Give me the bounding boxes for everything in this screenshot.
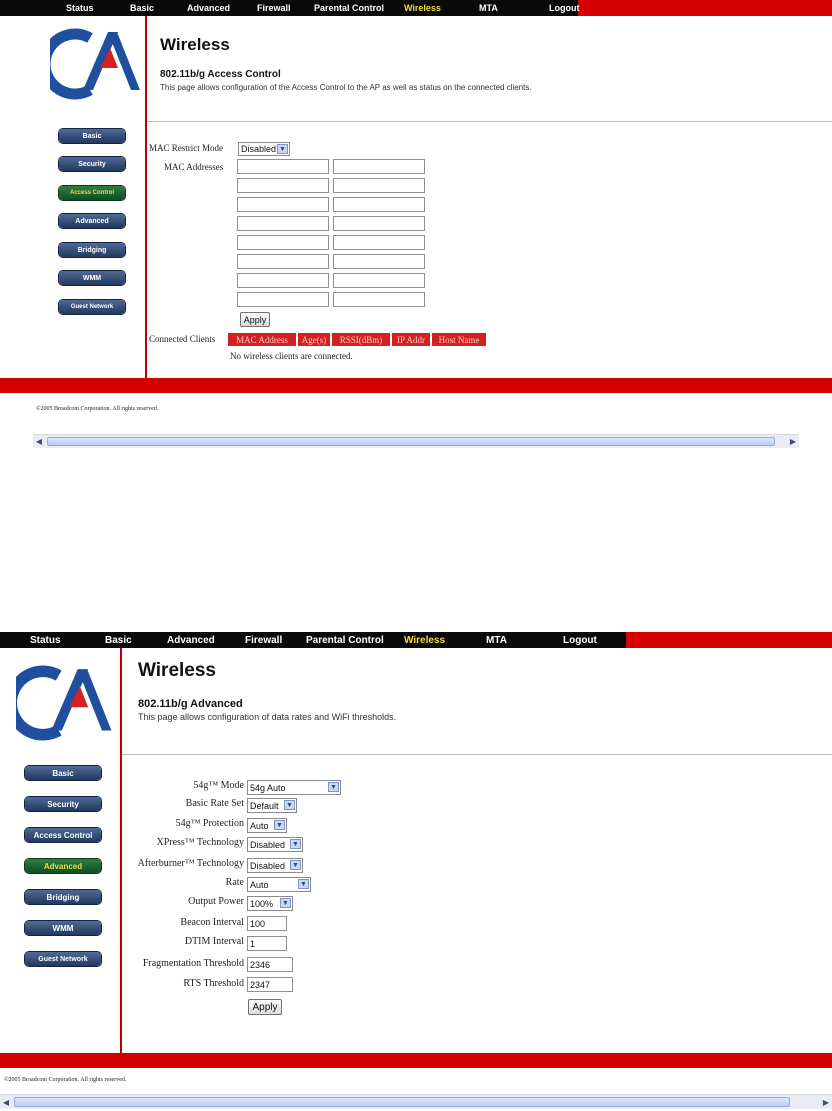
mac-address-field[interactable] — [333, 178, 425, 193]
sidebar-item-wmm[interactable]: WMM — [25, 921, 101, 935]
page-title: Wireless — [160, 35, 230, 54]
sidebar-item-security[interactable]: Security — [25, 797, 101, 811]
horizontal-scrollbar[interactable] — [0, 1094, 832, 1109]
clients-header-mac-address: MAC Address — [228, 333, 296, 346]
sidebar-item-access-control[interactable]: Access Control — [59, 186, 125, 200]
sidebar-item-advanced[interactable]: Advanced — [59, 214, 125, 228]
horizontal-scrollbar[interactable] — [33, 434, 799, 448]
nav-firewall[interactable]: Firewall — [245, 634, 283, 646]
mac-address-field[interactable] — [237, 197, 329, 212]
mac-address-field[interactable] — [237, 254, 329, 269]
nav-mta[interactable]: MTA — [479, 3, 498, 13]
scroll-right-arrow-icon[interactable]: ▶ — [822, 1097, 830, 1107]
apply-button[interactable]: Apply — [240, 312, 270, 327]
mac-restrict-label: MAC Restrict Mode — [149, 143, 223, 153]
basic-rate-value: Default — [250, 800, 279, 811]
sidebar-item-advanced[interactable]: Advanced — [25, 859, 101, 873]
protection-select[interactable] — [247, 818, 287, 833]
mac-address-field[interactable] — [333, 273, 425, 288]
sidebar-item-bridging[interactable]: Bridging — [25, 890, 101, 904]
dropdown-arrow-icon: ▼ — [277, 144, 288, 154]
mac-address-field[interactable] — [237, 178, 329, 193]
frag-label: Fragmentation Threshold — [142, 958, 244, 969]
nav-parental-control[interactable]: Parental Control — [306, 634, 384, 646]
top-nav — [0, 632, 832, 648]
scroll-left-arrow-icon[interactable]: ◀ — [2, 1097, 10, 1107]
page-subtitle: 802.11b/g Advanced — [138, 698, 243, 710]
mac-address-field[interactable] — [333, 292, 425, 307]
copyright: ©2005 Broadcom Corporation. All rights reserved. — [4, 1077, 127, 1083]
nav-advanced[interactable]: Advanced — [167, 634, 215, 646]
mac-restrict-select[interactable] — [238, 142, 290, 156]
top-nav — [0, 0, 832, 16]
nav-advanced[interactable]: Advanced — [187, 3, 231, 13]
nav-wireless[interactable]: Wireless — [404, 634, 446, 646]
sidebar-item-bridging[interactable]: Bridging — [59, 243, 125, 257]
nav-mta[interactable]: MTA — [486, 634, 507, 646]
page-title: Wireless — [138, 660, 216, 681]
frag-input[interactable]: 2346 — [247, 957, 293, 972]
nav-logout[interactable]: Logout — [563, 634, 597, 646]
xpress-value: Disabled — [250, 839, 286, 850]
scroll-left-arrow-icon[interactable]: ◀ — [35, 437, 43, 446]
dropdown-arrow-icon: ▼ — [284, 800, 295, 810]
mode-value: 54g Auto — [250, 782, 286, 793]
page-description: This page allows configuration of data rates and WiFi thresholds. — [138, 712, 397, 722]
clients-header-rssi: RSSI(dBm) — [332, 333, 390, 346]
mac-address-field[interactable] — [237, 159, 329, 174]
connected-clients-label: Connected Clients — [149, 334, 216, 344]
clients-header-ip-addr: IP Addr — [392, 333, 430, 346]
sidebar-item-access-control[interactable]: Access Control — [25, 828, 101, 842]
clients-header-age: Age(s) — [298, 333, 330, 346]
scroll-right-arrow-icon[interactable]: ▶ — [789, 437, 797, 446]
dropdown-arrow-icon: ▼ — [290, 839, 301, 849]
nav-status[interactable]: Status — [30, 634, 61, 646]
cnv-logo — [50, 28, 142, 100]
mac-address-field[interactable] — [333, 159, 425, 174]
nav-basic[interactable]: Basic — [130, 3, 155, 13]
xpress-label: XPress™ Technology — [156, 837, 244, 848]
rate-label: Rate — [225, 877, 244, 888]
no-clients-message: No wireless clients are connected. — [230, 351, 353, 361]
basic-rate-label: Basic Rate Set — [185, 798, 244, 809]
afterburner-select[interactable] — [247, 858, 303, 873]
clients-header-host-name: Host Name — [432, 333, 486, 346]
sidebar-item-guest-network[interactable]: Guest Network — [25, 952, 101, 966]
mac-address-field[interactable] — [333, 197, 425, 212]
mode-select[interactable] — [247, 780, 341, 795]
dtim-label: DTIM Interval — [184, 936, 244, 947]
cnv-logo — [16, 665, 114, 741]
sidebar-item-basic[interactable]: Basic — [25, 766, 101, 780]
beacon-label: Beacon Interval — [180, 917, 244, 928]
access-control-screenshot — [0, 0, 832, 460]
scrollbar-thumb[interactable] — [47, 437, 775, 446]
dropdown-arrow-icon: ▼ — [280, 898, 291, 908]
xpress-select[interactable] — [247, 837, 303, 852]
header-divider — [147, 121, 832, 122]
protection-value: Auto — [250, 820, 269, 831]
basic-rate-select[interactable] — [247, 798, 297, 813]
afterburner-value: Disabled — [250, 860, 286, 871]
nav-status[interactable]: Status — [66, 3, 94, 13]
mac-addresses-label: MAC Addresses — [164, 162, 224, 172]
bottom-bar — [0, 378, 832, 393]
mac-address-field[interactable] — [333, 235, 425, 250]
dtim-input[interactable]: 1 — [247, 936, 287, 951]
nav-logout[interactable]: Logout — [549, 3, 580, 13]
nav-basic[interactable]: Basic — [105, 634, 132, 646]
mac-address-field[interactable] — [237, 235, 329, 250]
copyright: ©2005 Broadcom Corporation. All rights reserved. — [36, 406, 159, 412]
beacon-input[interactable]: 100 — [247, 916, 287, 931]
dropdown-arrow-icon: ▼ — [298, 879, 309, 889]
sidebar-item-basic[interactable]: Basic — [59, 129, 125, 143]
dropdown-arrow-icon: ▼ — [290, 860, 301, 870]
mac-restrict-value: Disabled — [241, 144, 277, 154]
mac-address-field[interactable] — [237, 292, 329, 307]
scrollbar-thumb[interactable] — [14, 1097, 790, 1107]
nav-parental-control[interactable]: Parental Control — [314, 3, 385, 13]
output-power-label: Output Power — [188, 896, 244, 907]
afterburner-label: Afterburner™ Technology — [137, 858, 244, 869]
rate-value: Auto — [250, 879, 269, 890]
mac-address-field[interactable] — [333, 254, 425, 269]
apply-button[interactable]: Apply — [248, 999, 282, 1015]
mac-address-field[interactable] — [237, 216, 329, 231]
output-power-select[interactable] — [247, 896, 293, 911]
protection-label: 54g™ Protection — [175, 818, 244, 829]
mac-address-field[interactable] — [333, 216, 425, 231]
output-power-value: 100% — [250, 898, 274, 909]
nav-wireless[interactable]: Wireless — [404, 3, 441, 13]
sidebar-item-guest-network[interactable]: Guest Network — [59, 300, 125, 314]
header-divider — [122, 754, 832, 755]
sidebar-item-wmm[interactable]: WMM — [59, 271, 125, 285]
page-subtitle: 802.11b/g Access Control — [160, 69, 281, 80]
mode-label: 54g™ Mode — [193, 780, 244, 791]
content-divider — [120, 648, 122, 1053]
rate-select[interactable] — [247, 877, 311, 892]
rts-label: RTS Threshold — [183, 978, 244, 989]
dropdown-arrow-icon: ▼ — [328, 782, 339, 792]
content-divider — [145, 16, 147, 378]
dropdown-arrow-icon: ▼ — [274, 820, 285, 830]
page-description: This page allows configuration of the Access Control to the AP as well as status on the connected clients. — [160, 83, 532, 92]
mac-address-field[interactable] — [237, 273, 329, 288]
advanced-screenshot — [0, 632, 832, 1111]
bottom-bar — [0, 1053, 832, 1068]
rts-input[interactable]: 2347 — [247, 977, 293, 992]
nav-firewall[interactable]: Firewall — [257, 3, 291, 13]
sidebar-item-security[interactable]: Security — [59, 157, 125, 171]
